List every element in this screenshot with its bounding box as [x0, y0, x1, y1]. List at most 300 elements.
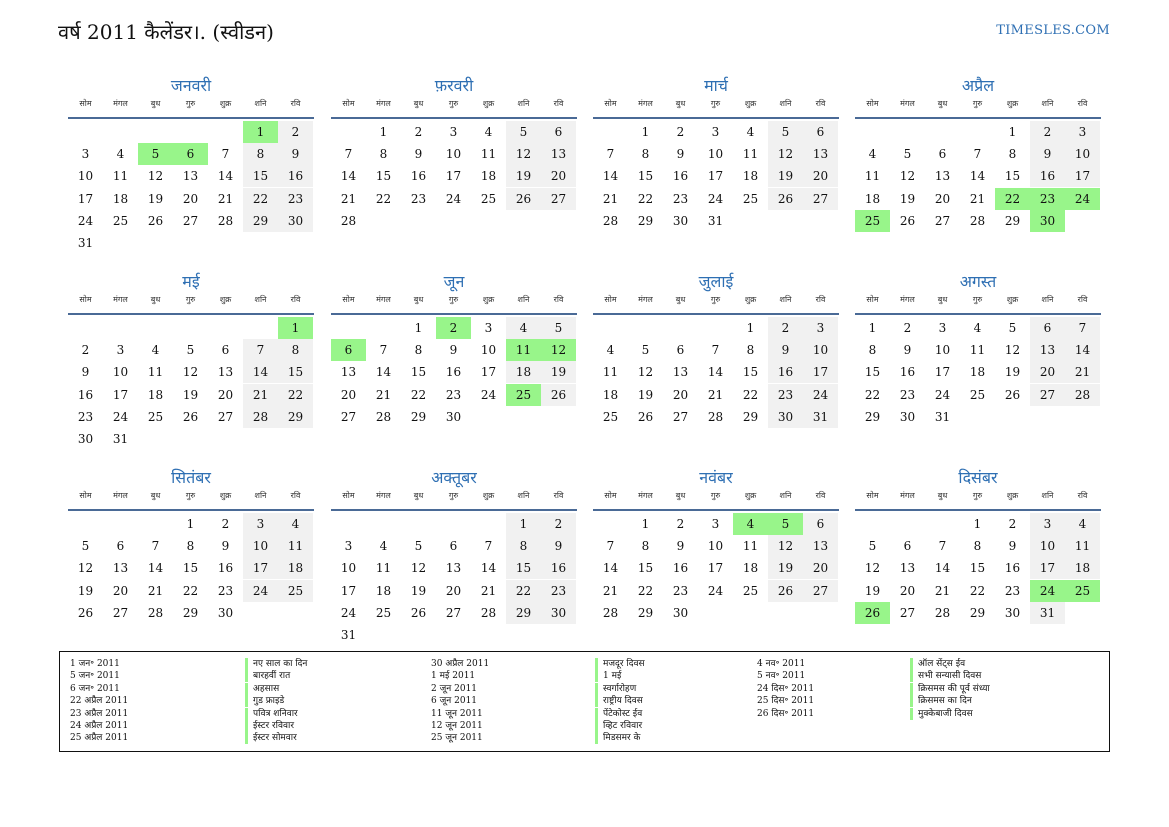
day-cell[interactable]: 22	[742, 387, 759, 402]
day-cell[interactable]: 10	[340, 561, 357, 576]
day-cell[interactable]: 19	[541, 361, 576, 383]
day-cell[interactable]: 13	[803, 535, 838, 557]
day-cell[interactable]: 8	[186, 539, 195, 554]
day-cell[interactable]: 7	[606, 147, 615, 162]
day-cell[interactable]: 14	[707, 365, 724, 380]
day-cell[interactable]: 1	[1008, 125, 1017, 139]
day-cell[interactable]: 24	[707, 583, 724, 598]
day-cell[interactable]: 31	[707, 213, 724, 228]
day-cell[interactable]: 23	[410, 191, 427, 206]
day-cell[interactable]: 22	[864, 387, 881, 402]
day-cell[interactable]: 9	[1030, 143, 1065, 165]
day-cell[interactable]: 13	[803, 143, 838, 165]
day-cell[interactable]: 3	[344, 539, 353, 554]
day-cell[interactable]: 23	[217, 583, 234, 598]
day-cell[interactable]: 13	[672, 365, 689, 380]
day-cell[interactable]: 14	[480, 561, 497, 576]
day-cell[interactable]: 29	[278, 406, 313, 428]
day-cell[interactable]: 21	[969, 191, 986, 206]
day-cell[interactable]: 28	[602, 213, 619, 228]
day-cell[interactable]: 16	[672, 561, 689, 576]
day-cell[interactable]: 26	[1004, 387, 1021, 402]
day-cell[interactable]: 30	[445, 409, 462, 424]
day-cell[interactable]: 19	[182, 387, 199, 402]
day-cell[interactable]: 21	[1065, 361, 1100, 383]
day-cell[interactable]: 11	[742, 539, 759, 554]
day-cell[interactable]: 4	[379, 539, 388, 554]
day-cell[interactable]: 26	[77, 605, 94, 620]
day-cell[interactable]: 5	[81, 539, 90, 554]
day-cell[interactable]: 26	[768, 188, 803, 210]
day-cell[interactable]: 25	[278, 580, 313, 602]
day-cell[interactable]: 7	[938, 539, 947, 554]
day-cell[interactable]: 12	[864, 561, 881, 576]
holiday-day-cell[interactable]: 12	[541, 339, 576, 361]
day-cell[interactable]: 21	[375, 387, 392, 402]
day-cell[interactable]: 17	[1065, 165, 1100, 187]
day-cell[interactable]: 15	[1004, 169, 1021, 184]
day-cell[interactable]: 6	[903, 539, 912, 554]
day-cell[interactable]: 15	[637, 169, 654, 184]
day-cell[interactable]: 15	[182, 561, 199, 576]
day-cell[interactable]: 20	[541, 165, 576, 187]
day-cell[interactable]: 27	[899, 605, 916, 620]
day-cell[interactable]: 2	[1008, 517, 1017, 531]
day-cell[interactable]: 4	[868, 147, 877, 162]
day-cell[interactable]: 6	[803, 513, 838, 535]
day-cell[interactable]: 11	[480, 147, 497, 162]
day-cell[interactable]: 14	[602, 169, 619, 184]
day-cell[interactable]: 10	[243, 535, 278, 557]
day-cell[interactable]: 18	[480, 169, 497, 184]
day-cell[interactable]: 13	[899, 561, 916, 576]
day-cell[interactable]: 13	[112, 561, 129, 576]
day-cell[interactable]: 17	[243, 557, 278, 579]
holiday-day-cell[interactable]: 4	[733, 513, 768, 535]
day-cell[interactable]: 24	[445, 191, 462, 206]
day-cell[interactable]: 9	[414, 147, 423, 162]
day-cell[interactable]: 24	[803, 384, 838, 406]
day-cell[interactable]: 3	[449, 125, 458, 139]
day-cell[interactable]: 7	[484, 539, 493, 554]
day-cell[interactable]: 15	[969, 561, 986, 576]
day-cell[interactable]: 20	[934, 191, 951, 206]
day-cell[interactable]: 3	[484, 321, 493, 335]
day-cell[interactable]: 11	[375, 561, 392, 576]
day-cell[interactable]: 17	[112, 387, 129, 402]
day-cell[interactable]: 9	[676, 539, 685, 554]
day-cell[interactable]: 20	[672, 387, 689, 402]
day-cell[interactable]: 28	[707, 409, 724, 424]
day-cell[interactable]: 22	[410, 387, 427, 402]
day-cell[interactable]: 1	[414, 321, 423, 335]
day-cell[interactable]: 27	[112, 605, 129, 620]
day-cell[interactable]: 16	[217, 561, 234, 576]
day-cell[interactable]: 29	[182, 605, 199, 620]
day-cell[interactable]: 28	[243, 406, 278, 428]
day-cell[interactable]: 24	[243, 580, 278, 602]
day-cell[interactable]: 14	[934, 561, 951, 576]
day-cell[interactable]: 1	[641, 125, 650, 139]
day-cell[interactable]: 21	[602, 191, 619, 206]
day-cell[interactable]: 7	[711, 343, 720, 358]
day-cell[interactable]: 13	[1030, 339, 1065, 361]
day-cell[interactable]: 12	[899, 169, 916, 184]
day-cell[interactable]: 23	[672, 191, 689, 206]
day-cell[interactable]: 15	[410, 365, 427, 380]
day-cell[interactable]: 28	[934, 605, 951, 620]
day-cell[interactable]: 4	[606, 343, 615, 358]
day-cell[interactable]: 15	[742, 365, 759, 380]
day-cell[interactable]: 3	[81, 147, 90, 162]
day-cell[interactable]: 30	[899, 409, 916, 424]
day-cell[interactable]: 21	[480, 583, 497, 598]
day-cell[interactable]: 17	[707, 561, 724, 576]
day-cell[interactable]: 27	[217, 409, 234, 424]
day-cell[interactable]: 22	[375, 191, 392, 206]
day-cell[interactable]: 24	[112, 409, 129, 424]
day-cell[interactable]: 9	[221, 539, 230, 554]
day-cell[interactable]: 22	[182, 583, 199, 598]
day-cell[interactable]: 9	[81, 365, 90, 380]
day-cell[interactable]: 6	[1030, 317, 1065, 339]
day-cell[interactable]: 15	[637, 561, 654, 576]
day-cell[interactable]: 30	[672, 213, 689, 228]
day-cell[interactable]: 13	[340, 365, 357, 380]
day-cell[interactable]: 16	[1030, 165, 1065, 187]
brand-link[interactable]: TIMESLES.COM	[996, 23, 1110, 38]
day-cell[interactable]: 12	[147, 169, 164, 184]
day-cell[interactable]: 16	[410, 169, 427, 184]
day-cell[interactable]: 31	[112, 432, 129, 446]
day-cell[interactable]: 19	[768, 557, 803, 579]
day-cell[interactable]: 20	[803, 557, 838, 579]
day-cell[interactable]: 24	[340, 605, 357, 620]
day-cell[interactable]: 2	[278, 121, 313, 143]
day-cell[interactable]: 13	[445, 561, 462, 576]
day-cell[interactable]: 21	[147, 583, 164, 598]
day-cell[interactable]: 30	[77, 432, 94, 446]
day-cell[interactable]: 11	[969, 343, 986, 358]
day-cell[interactable]: 10	[112, 365, 129, 380]
day-cell[interactable]: 29	[742, 409, 759, 424]
holiday-day-cell[interactable]: 1	[278, 317, 313, 339]
day-cell[interactable]: 7	[606, 539, 615, 554]
day-cell[interactable]: 1	[641, 517, 650, 531]
day-cell[interactable]: 29	[637, 605, 654, 620]
day-cell[interactable]: 4	[506, 317, 541, 339]
day-cell[interactable]: 9	[768, 339, 803, 361]
day-cell[interactable]: 27	[340, 409, 357, 424]
day-cell[interactable]: 19	[147, 191, 164, 206]
day-cell[interactable]: 8	[379, 147, 388, 162]
day-cell[interactable]: 13	[217, 365, 234, 380]
day-cell[interactable]: 23	[541, 580, 576, 602]
day-cell[interactable]: 6	[541, 121, 576, 143]
day-cell[interactable]: 3	[1065, 121, 1100, 143]
holiday-day-cell[interactable]: 24	[1030, 580, 1065, 602]
day-cell[interactable]: 12	[410, 561, 427, 576]
day-cell[interactable]: 23	[1004, 583, 1021, 598]
day-cell[interactable]: 7	[379, 343, 388, 358]
day-cell[interactable]: 14	[147, 561, 164, 576]
holiday-day-cell[interactable]: 2	[436, 317, 471, 339]
day-cell[interactable]: 19	[410, 583, 427, 598]
day-cell[interactable]: 18	[742, 561, 759, 576]
day-cell[interactable]: 15	[506, 557, 541, 579]
day-cell[interactable]: 16	[445, 365, 462, 380]
day-cell[interactable]: 11	[112, 169, 129, 184]
day-cell[interactable]: 29	[864, 409, 881, 424]
day-cell[interactable]: 9	[278, 143, 313, 165]
day-cell[interactable]: 10	[480, 343, 497, 358]
day-cell[interactable]: 28	[147, 605, 164, 620]
day-cell[interactable]: 22	[637, 191, 654, 206]
day-cell[interactable]: 16	[541, 557, 576, 579]
holiday-day-cell[interactable]: 5	[768, 513, 803, 535]
day-cell[interactable]: 3	[116, 343, 125, 358]
day-cell[interactable]: 8	[506, 535, 541, 557]
day-cell[interactable]: 30	[278, 210, 313, 232]
day-cell[interactable]: 23	[768, 384, 803, 406]
day-cell[interactable]: 8	[868, 343, 877, 358]
day-cell[interactable]: 21	[340, 191, 357, 206]
day-cell[interactable]: 14	[1065, 339, 1100, 361]
day-cell[interactable]: 19	[864, 583, 881, 598]
day-cell[interactable]: 31	[934, 409, 951, 424]
holiday-day-cell[interactable]: 6	[331, 339, 366, 361]
day-cell[interactable]: 28	[480, 605, 497, 620]
day-cell[interactable]: 5	[903, 147, 912, 162]
day-cell[interactable]: 3	[1030, 513, 1065, 535]
day-cell[interactable]: 2	[414, 125, 423, 139]
day-cell[interactable]: 6	[221, 343, 230, 358]
day-cell[interactable]: 16	[1004, 561, 1021, 576]
day-cell[interactable]: 19	[1004, 365, 1021, 380]
day-cell[interactable]: 10	[445, 147, 462, 162]
day-cell[interactable]: 1	[746, 321, 755, 335]
holiday-day-cell[interactable]: 25	[506, 384, 541, 406]
day-cell[interactable]: 8	[243, 143, 278, 165]
holiday-day-cell[interactable]: 5	[138, 143, 173, 165]
day-cell[interactable]: 29	[410, 409, 427, 424]
day-cell[interactable]: 25	[742, 191, 759, 206]
holiday-day-cell[interactable]: 23	[1030, 188, 1065, 210]
day-cell[interactable]: 27	[803, 188, 838, 210]
day-cell[interactable]: 9	[541, 535, 576, 557]
day-cell[interactable]: 23	[278, 188, 313, 210]
day-cell[interactable]: 19	[637, 387, 654, 402]
day-cell[interactable]: 23	[899, 387, 916, 402]
day-cell[interactable]: 1	[973, 517, 982, 531]
day-cell[interactable]: 28	[602, 605, 619, 620]
day-cell[interactable]: 19	[77, 583, 94, 598]
day-cell[interactable]: 31	[77, 236, 94, 250]
day-cell[interactable]: 28	[217, 213, 234, 228]
day-cell[interactable]: 12	[1004, 343, 1021, 358]
day-cell[interactable]: 23	[672, 583, 689, 598]
day-cell[interactable]: 26	[541, 384, 576, 406]
day-cell[interactable]: 27	[182, 213, 199, 228]
holiday-day-cell[interactable]: 22	[995, 188, 1030, 210]
day-cell[interactable]: 18	[864, 191, 881, 206]
day-cell[interactable]: 24	[707, 191, 724, 206]
day-cell[interactable]: 25	[147, 409, 164, 424]
day-cell[interactable]: 31	[803, 406, 838, 428]
day-cell[interactable]: 7	[243, 339, 278, 361]
day-cell[interactable]: 29	[637, 213, 654, 228]
day-cell[interactable]: 13	[541, 143, 576, 165]
day-cell[interactable]: 6	[116, 539, 125, 554]
day-cell[interactable]: 18	[278, 557, 313, 579]
day-cell[interactable]: 3	[803, 317, 838, 339]
day-cell[interactable]: 8	[1008, 147, 1017, 162]
day-cell[interactable]: 15	[864, 365, 881, 380]
day-cell[interactable]: 24	[77, 213, 94, 228]
day-cell[interactable]: 14	[602, 561, 619, 576]
day-cell[interactable]: 14	[969, 169, 986, 184]
day-cell[interactable]: 17	[77, 191, 94, 206]
day-cell[interactable]: 25	[969, 387, 986, 402]
day-cell[interactable]: 14	[217, 169, 234, 184]
day-cell[interactable]: 5	[768, 121, 803, 143]
day-cell[interactable]: 6	[676, 343, 685, 358]
day-cell[interactable]: 22	[278, 384, 313, 406]
day-cell[interactable]: 19	[899, 191, 916, 206]
day-cell[interactable]: 10	[707, 147, 724, 162]
day-cell[interactable]: 13	[182, 169, 199, 184]
day-cell[interactable]: 12	[768, 535, 803, 557]
day-cell[interactable]: 26	[410, 605, 427, 620]
day-cell[interactable]: 29	[506, 602, 541, 624]
holiday-day-cell[interactable]: 6	[173, 143, 208, 165]
holiday-day-cell[interactable]: 30	[1030, 210, 1065, 232]
day-cell[interactable]: 2	[676, 125, 685, 139]
day-cell[interactable]: 18	[969, 365, 986, 380]
day-cell[interactable]: 11	[147, 365, 164, 380]
day-cell[interactable]: 9	[1008, 539, 1017, 554]
day-cell[interactable]: 4	[151, 343, 160, 358]
day-cell[interactable]: 30	[217, 605, 234, 620]
day-cell[interactable]: 7	[344, 147, 353, 162]
day-cell[interactable]: 14	[340, 169, 357, 184]
day-cell[interactable]: 10	[1065, 143, 1100, 165]
day-cell[interactable]: 21	[934, 583, 951, 598]
day-cell[interactable]: 2	[768, 317, 803, 339]
day-cell[interactable]: 11	[278, 535, 313, 557]
day-cell[interactable]: 10	[77, 169, 94, 184]
day-cell[interactable]: 20	[217, 387, 234, 402]
day-cell[interactable]: 12	[182, 365, 199, 380]
day-cell[interactable]: 4	[116, 147, 125, 162]
day-cell[interactable]: 8	[414, 343, 423, 358]
day-cell[interactable]: 14	[375, 365, 392, 380]
day-cell[interactable]: 17	[934, 365, 951, 380]
day-cell[interactable]: 27	[934, 213, 951, 228]
day-cell[interactable]: 23	[445, 387, 462, 402]
day-cell[interactable]: 28	[340, 213, 357, 228]
day-cell[interactable]: 26	[637, 409, 654, 424]
day-cell[interactable]: 10	[803, 339, 838, 361]
day-cell[interactable]: 11	[602, 365, 619, 380]
day-cell[interactable]: 27	[672, 409, 689, 424]
day-cell[interactable]: 21	[243, 384, 278, 406]
day-cell[interactable]: 3	[711, 125, 720, 139]
day-cell[interactable]: 12	[637, 365, 654, 380]
day-cell[interactable]: 13	[934, 169, 951, 184]
day-cell[interactable]: 27	[541, 188, 576, 210]
day-cell[interactable]: 25	[112, 213, 129, 228]
day-cell[interactable]: 7	[1065, 317, 1100, 339]
day-cell[interactable]: 22	[969, 583, 986, 598]
day-cell[interactable]: 16	[899, 365, 916, 380]
day-cell[interactable]: 26	[147, 213, 164, 228]
day-cell[interactable]: 4	[484, 125, 493, 139]
day-cell[interactable]: 31	[340, 628, 357, 642]
day-cell[interactable]: 12	[77, 561, 94, 576]
holiday-day-cell[interactable]: 24	[1065, 188, 1100, 210]
day-cell[interactable]: 23	[77, 409, 94, 424]
day-cell[interactable]: 27	[1030, 384, 1065, 406]
day-cell[interactable]: 21	[707, 387, 724, 402]
day-cell[interactable]: 8	[973, 539, 982, 554]
day-cell[interactable]: 28	[1065, 384, 1100, 406]
holiday-day-cell[interactable]: 25	[855, 210, 890, 232]
day-cell[interactable]: 7	[221, 147, 230, 162]
day-cell[interactable]: 24	[480, 387, 497, 402]
day-cell[interactable]: 19	[506, 165, 541, 187]
day-cell[interactable]: 5	[414, 539, 423, 554]
holiday-day-cell[interactable]: 25	[1065, 580, 1100, 602]
day-cell[interactable]: 10	[934, 343, 951, 358]
day-cell[interactable]: 4	[1065, 513, 1100, 535]
day-cell[interactable]: 9	[903, 343, 912, 358]
day-cell[interactable]: 27	[803, 580, 838, 602]
day-cell[interactable]: 15	[375, 169, 392, 184]
day-cell[interactable]: 25	[742, 583, 759, 598]
holiday-day-cell[interactable]: 1	[243, 121, 278, 143]
day-cell[interactable]: 6	[449, 539, 458, 554]
day-cell[interactable]: 15	[243, 165, 278, 187]
day-cell[interactable]: 12	[768, 143, 803, 165]
day-cell[interactable]: 17	[803, 361, 838, 383]
holiday-day-cell[interactable]: 11	[506, 339, 541, 361]
day-cell[interactable]: 6	[938, 147, 947, 162]
day-cell[interactable]: 2	[81, 343, 90, 358]
day-cell[interactable]: 31	[1030, 602, 1065, 624]
day-cell[interactable]: 7	[151, 539, 160, 554]
day-cell[interactable]: 16	[672, 169, 689, 184]
day-cell[interactable]: 9	[676, 147, 685, 162]
day-cell[interactable]: 8	[641, 539, 650, 554]
day-cell[interactable]: 5	[506, 121, 541, 143]
day-cell[interactable]: 26	[506, 188, 541, 210]
day-cell[interactable]: 7	[973, 147, 982, 162]
day-cell[interactable]: 2	[1030, 121, 1065, 143]
day-cell[interactable]: 1	[506, 513, 541, 535]
day-cell[interactable]: 6	[803, 121, 838, 143]
day-cell[interactable]: 18	[1065, 557, 1100, 579]
day-cell[interactable]: 1	[186, 517, 195, 531]
day-cell[interactable]: 22	[637, 583, 654, 598]
day-cell[interactable]: 18	[147, 387, 164, 402]
day-cell[interactable]: 17	[340, 583, 357, 598]
day-cell[interactable]: 20	[803, 165, 838, 187]
day-cell[interactable]: 17	[445, 169, 462, 184]
day-cell[interactable]: 3	[938, 321, 947, 335]
day-cell[interactable]: 5	[868, 539, 877, 554]
day-cell[interactable]: 1	[868, 321, 877, 335]
